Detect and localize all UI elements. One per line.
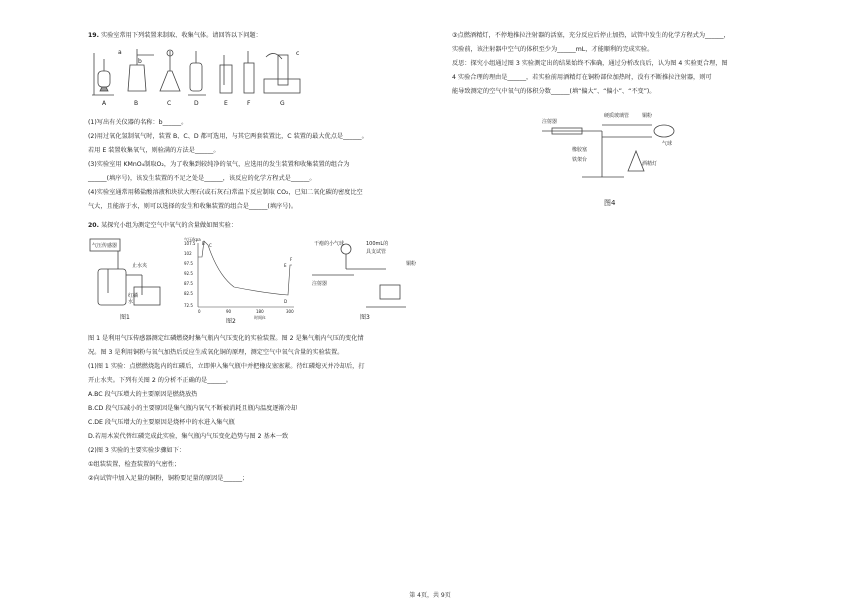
mark-a: a	[118, 49, 122, 56]
q20-option-b: B.CD 段气压减小的主要原因是集气瓶内氧气不断被消耗且瓶内温度逐渐冷却	[88, 405, 298, 412]
fig2-ylabel: 气压/kpa	[184, 237, 201, 242]
q20-right-line-1: ③点燃酒精灯，不停地推拉注射器的活塞，充分反应后停止加热，试管中发生的化学方程式为______，	[452, 32, 730, 39]
fig3-apparatus	[312, 244, 406, 307]
q20-step-1: ①组装装置，检查装置的气密性；	[88, 461, 181, 468]
q19-line-5: ______(填序号)，该发生装置的不足之处是______，该反应的化学方程式是______。	[88, 175, 316, 182]
fig1-sensor-label: 气压传感器	[92, 243, 118, 249]
fig3-copper-label: 铜粉	[406, 261, 417, 267]
fig4	[532, 101, 792, 215]
q20-right-line-5: 能导致测定的空气中氧气的体积分数______(填“偏大”、“偏小”、“不变”)。	[452, 88, 656, 95]
q19-number: 19.	[88, 32, 99, 39]
fig4-label-balloon: 气球	[662, 141, 673, 147]
fig3-syringe-label: 注射器	[312, 281, 328, 287]
fig2-point-d: D	[284, 299, 288, 304]
q19-line-7: 气大，且能溶于水，则可以选择的发生和收集装置的组合是______(填序号)。	[88, 203, 298, 210]
fig2-point-f: F	[290, 257, 293, 262]
fig2-caption: 图2	[226, 318, 236, 323]
fig-label-f: F	[247, 100, 251, 107]
q20-figures-svg	[88, 235, 428, 323]
fig2-xlabel: 时间/s	[254, 315, 266, 320]
fig2-ytick-10: 82.5	[184, 291, 193, 296]
q20-right-line-2: 实验前，该注射器中空气的体积至少为______mL，才能顺利的完成实验。	[452, 46, 654, 53]
q19-line-6: (4)实验室通常用稀盐酸溶液和块状大理石(或石灰石)常温下反应制取 CO₂，已知二氧化碳的密度比空	[88, 189, 363, 196]
fig1-clip-label: 止水夹	[132, 263, 148, 269]
fig3-caption: 图3	[360, 314, 370, 321]
fig4-caption: 图4	[604, 199, 616, 207]
left-column	[88, 30, 428, 487]
fig4-label-lamp: 酒精灯	[642, 161, 658, 167]
fig4-label-copper: 铜粉	[642, 113, 653, 119]
fig2-point-b: B	[202, 241, 205, 246]
q20-line-3: (1)图 1 实验：点燃燃烧匙内的红磷后，立即伸入集气瓶中并把橡皮塞塞紧。待红磷熄灭并冷却后，打	[88, 363, 365, 370]
fig1-caption: 图1	[120, 314, 130, 321]
fig2-ytick-4: 97.5	[184, 261, 193, 266]
q20-line-9: (2)图 3 实验的主要实验步骤如下：	[88, 447, 186, 454]
q19-line-2: (2)用过氧化氢制氧气时，装置 B、C、D 都可选用，与其它两套装置比，C 装置的最大优点是______。	[88, 133, 368, 140]
fig3-balloon-label: 干瘪的小气球	[314, 241, 345, 247]
q20-option-a: A.BC 段气压增大的主要原因是燃烧放热	[88, 391, 198, 398]
fig2-point-e: E	[284, 263, 287, 268]
page-footer: 第 4页，共 9页	[409, 592, 451, 599]
fig3-tube-label: 100mL的	[366, 241, 389, 247]
q19-line-4: (3)实验室用 KMnO₄制取O₂，为了收集到较纯净的氧气，应选用的发生装置和收集装置的组合为	[88, 161, 350, 168]
q19-intro	[88, 30, 428, 41]
q20-option-c: C.DE 段气压增大的主要原因是烧杯中的水进入集气瓶	[88, 419, 235, 426]
fig2-xtick-6: 180	[256, 309, 264, 314]
fig1-phosphorus-label: 红磷	[128, 293, 139, 299]
fig2-xtick-3: 90	[226, 309, 232, 314]
fig-label-a: A	[102, 100, 107, 107]
q19-line-3: 若用 E 装置收集氧气，则验满的方法是______。	[88, 147, 220, 154]
q20-option-d: D.若用木炭代替红磷完成此实验，集气瓶内气压变化趋势与图 2 基本一致	[88, 433, 289, 440]
fig-label-e: E	[224, 100, 228, 107]
fig2-ytick-14: 72.5	[184, 303, 193, 308]
q20-step-2: ②向试管中加入足量的铜粉，铜粉要足量的原因是______；	[88, 475, 249, 482]
q20-line-4: 开止水夹。下列有关图 2 的分析不正确的是______。	[88, 377, 232, 384]
q20-right-line-4: 4 实验合理的理由是______，若实验前用酒精灯在铜粉部位加热时，没有不断推拉注射器，则可	[452, 74, 712, 81]
q19-apparatus-svg	[88, 45, 338, 107]
q19-apparatus-figure	[88, 45, 428, 111]
q20-right-line-3: 反思：探究小组通过图 3 实验测定出的结果始终不准确，通过分析改良后，认为图 4 实验更合理，图	[452, 60, 728, 67]
fig3-tube-label-2: 具支试管	[366, 249, 387, 255]
right-column	[452, 30, 792, 221]
fig2-chart	[184, 236, 294, 323]
q20-number: 20.	[88, 222, 99, 229]
q20-intro	[88, 220, 428, 231]
fig1-water-label: 水	[128, 299, 134, 305]
fig2-ytick-0: 107.5	[184, 241, 196, 246]
fig2-xtick-10: 300	[286, 309, 294, 314]
fig2-ytick-6: 92.5	[184, 271, 193, 276]
fig2-ytick-8: 87.5	[184, 281, 193, 286]
fig4-label-tube: 硬质玻璃管	[604, 113, 630, 119]
fig-label-d: D	[194, 100, 199, 107]
q20-intro-text: 某探究小组为测定空气中氧气的含量做如图实验：	[100, 222, 238, 229]
fig4-label-stopper: 橡胶塞	[572, 147, 588, 153]
fig4-svg	[532, 101, 692, 211]
mark-b: b	[138, 58, 142, 65]
fig-label-c: C	[167, 100, 172, 107]
q19-line-1: (1)写出有关仪器的名称：b______。	[88, 119, 188, 126]
fig-label-g: G	[280, 100, 285, 107]
fig2-xtick-0: 0	[198, 309, 201, 314]
mark-c: c	[296, 50, 300, 57]
q20-line-1: 图 1 是利用气压传感器测定红磷燃烧时集气瓶内气压变化的实验装置。图 2 是集气瓶内气压的变化情	[88, 335, 364, 342]
fig2-ytick-2: 102	[184, 251, 192, 256]
q20-figures	[88, 235, 428, 327]
fig2-point-c: C	[209, 243, 212, 248]
q19-intro-text: 实验室常用下列装置来制取、收集气体。请回答以下问题：	[100, 32, 262, 39]
q20-line-2: 况。图 3 是利用铜粉与氧气加热后反应生成氧化铜的原理，测定空气中氧气含量的实验装置。	[88, 349, 344, 356]
fig-label-b: B	[134, 100, 139, 107]
fig4-label-syringe: 注射器	[542, 119, 558, 125]
fig4-label-stand: 铁架台	[572, 157, 588, 163]
